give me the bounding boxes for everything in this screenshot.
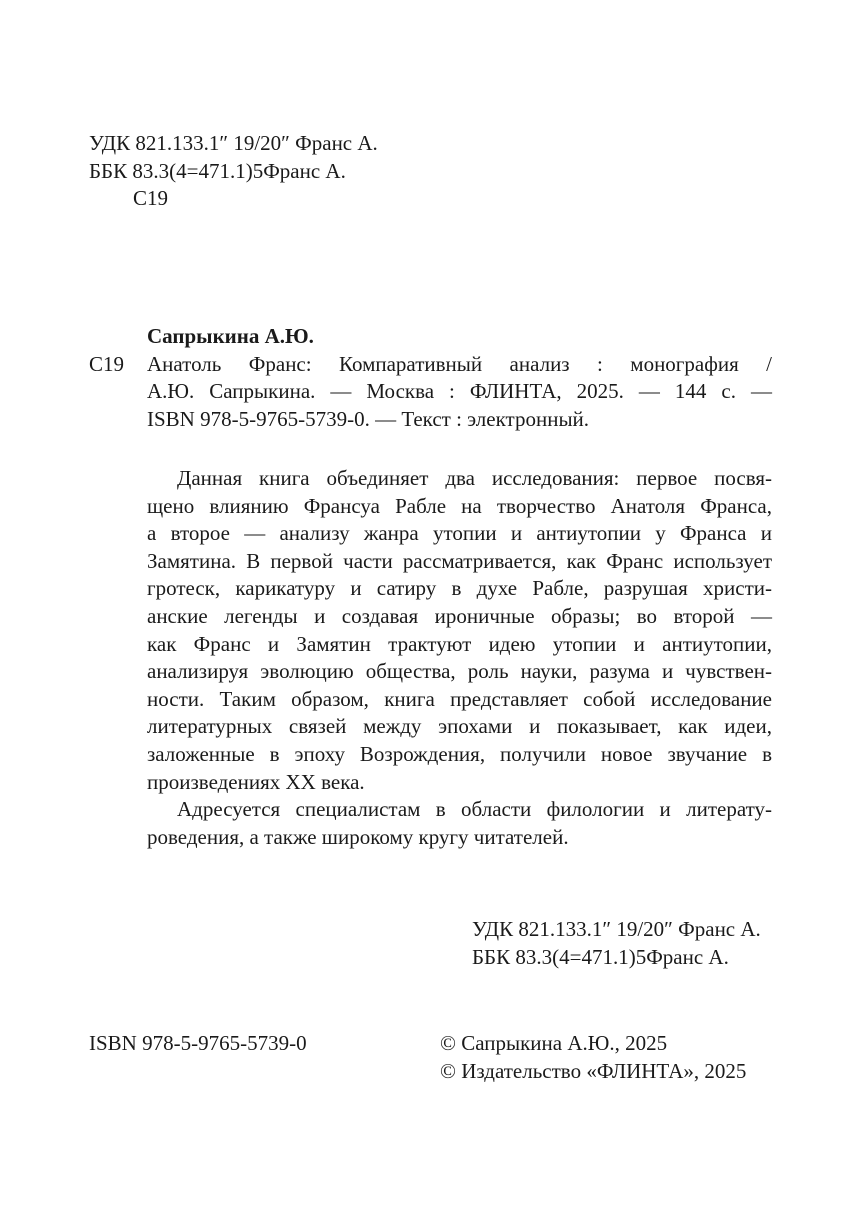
annotation-line: Данная книга объединяет два исследования: первое посвя- [177,466,772,490]
bbk-code: ББК 83.3(4=471.1)5Франс А. [89,158,346,183]
record-author-mark: С19 [89,351,125,376]
author-mark: С19 [133,186,169,211]
footer-classification-codes [472,916,761,971]
annotation-line: анские легенды и создавая ироничные образы; во второй — [147,603,772,628]
record-line: А.Ю. Сапрыкина. — Москва : ФЛИНТА, 2025. — 144 с. — [147,379,772,404]
copyright-author: © Сапрыкина А.Ю., 2025 [440,1031,668,1055]
copyright-block [440,1030,746,1085]
annotation-line: произведениях XX века. [147,769,365,794]
record-line: ISBN 978-5-9765-5739-0. — Текст : электронный. [147,406,590,431]
record-author: Сапрыкина А.Ю. [147,324,314,348]
annotation-line: литературных связей между эпохами и показывает, как идеи, [147,714,772,739]
annotation-line: заложенные в эпоху Возрождения, получили новое звучание в [147,741,772,766]
udk-code: УДК 821.133.1″ 19/20″ Франс А. [89,131,378,155]
footer-bbk-code: ББК 83.3(4=471.1)5Франс А. [472,944,729,969]
annotation-line: щено влиянию Франсуа Рабле на творчество Анатоля Франса, [147,493,772,518]
annotation-paragraph-2 [147,796,772,851]
bibliographic-record [89,323,772,433]
annotation-line: роведения, а также широкому кругу читателей. [147,824,569,849]
annotation-line: а второе — анализу жанра утопии и антиутопии у Франса и [147,521,772,546]
footer-udk-code: УДК 821.133.1″ 19/20″ Франс А. [472,917,761,941]
annotation-line: ности. Таким образом, книга представляет собой исследование [147,686,772,711]
annotation [147,465,772,851]
annotation-line: Замятина. В первой части рассматривается, как Франс использует [147,548,772,573]
copyright-publisher: © Издательство «ФЛИНТА», 2025 [440,1058,747,1083]
header-classification-codes [89,130,378,213]
isbn: ISBN 978-5-9765-5739-0 [89,1031,307,1055]
annotation-paragraph-1 [147,465,772,796]
annotation-line: Адресуется специалистам в области филологии и литерату- [177,797,772,822]
record-line: Анатоль Франс: Компаративный анализ : монография / [147,351,772,376]
record-entry [89,351,772,434]
annotation-line: гротеск, карикатуру и сатиру в духе Рабле, разрушая христи- [147,576,772,601]
annotation-line: как Франс и Замятин трактуют идею утопии и антиутопии, [147,631,772,656]
annotation-line: анализируя эволюцию общества, роль науки, разума и чувствен- [147,659,772,684]
